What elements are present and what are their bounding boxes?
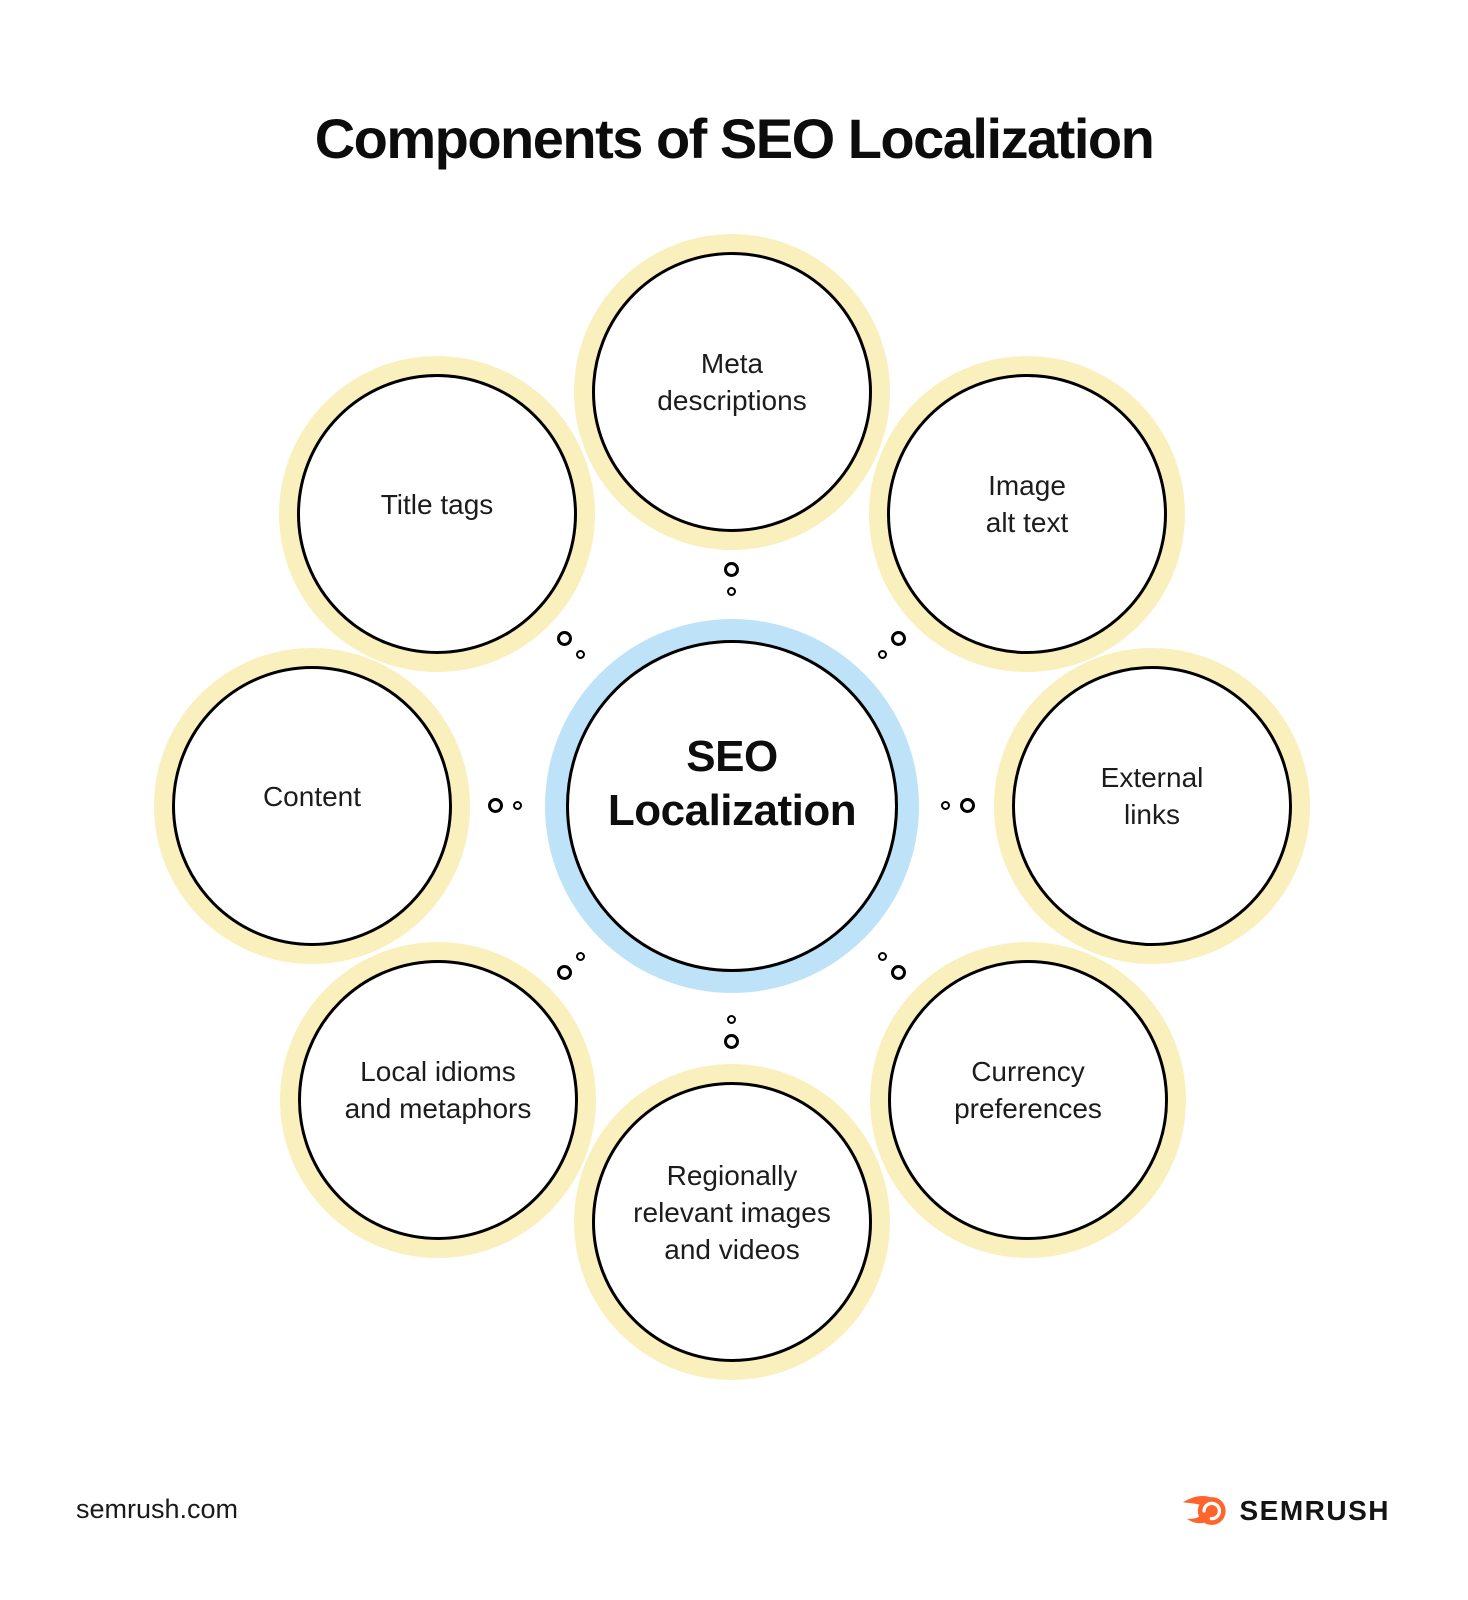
node-label: External links xyxy=(1100,762,1204,830)
node-label: Local idioms and metaphors xyxy=(344,1056,532,1124)
node-circle xyxy=(592,252,872,532)
semrush-flame-icon xyxy=(1181,1492,1229,1530)
node-circle xyxy=(298,960,578,1240)
node-circle xyxy=(1012,666,1292,946)
connector-dot-small xyxy=(576,650,585,659)
node-label: Image alt text xyxy=(985,470,1069,538)
node-regionally-relevant-images-and-videos xyxy=(574,1064,890,1380)
node-meta-descriptions xyxy=(574,234,890,550)
connector-dot-large xyxy=(891,965,906,980)
node-label: Content xyxy=(262,780,362,812)
node-circle xyxy=(887,374,1167,654)
node-label: Meta descriptions xyxy=(657,348,807,416)
node-seo-localization-center xyxy=(545,619,919,993)
connector-dot-large xyxy=(960,798,975,813)
node-local-idioms-and-metaphors xyxy=(280,942,596,1258)
connector-dot-small xyxy=(576,952,585,961)
brand-logo xyxy=(1181,1492,1390,1530)
node-circle xyxy=(592,1082,872,1362)
connector-dot-large xyxy=(724,1034,739,1049)
node-circle xyxy=(172,666,452,946)
node-circle xyxy=(297,374,577,654)
brand-wordmark: SEMRUSH xyxy=(1239,1495,1390,1526)
connector-dot-small xyxy=(878,952,887,961)
node-label: Title tags xyxy=(380,488,494,520)
connector-dot-small xyxy=(878,650,887,659)
connector-dot-small xyxy=(727,1015,736,1024)
node-external-links xyxy=(994,648,1310,964)
connector-dot-small xyxy=(727,587,736,596)
center-circle xyxy=(566,640,898,972)
page-title: Components of SEO Localization xyxy=(314,106,1154,170)
connector-dot-large xyxy=(724,562,739,577)
connector-dot-small xyxy=(941,801,950,810)
node-content xyxy=(154,648,470,964)
connector-dot-large xyxy=(488,798,503,813)
node-label: Regionally relevant images and videos xyxy=(633,1159,831,1265)
node-label: Currency preferences xyxy=(954,1056,1102,1124)
node-circle xyxy=(888,960,1168,1240)
connector-dot-large xyxy=(891,631,906,646)
connector-dot-small xyxy=(513,801,522,810)
node-title-tags xyxy=(279,356,595,672)
center-label: SEO Localization xyxy=(607,732,857,835)
connector-dot-large xyxy=(557,631,572,646)
connector-dot-large xyxy=(557,965,572,980)
footer-website: semrush.com xyxy=(76,1494,239,1524)
node-image-alt-text xyxy=(869,356,1185,672)
node-currency-preferences xyxy=(870,942,1186,1258)
